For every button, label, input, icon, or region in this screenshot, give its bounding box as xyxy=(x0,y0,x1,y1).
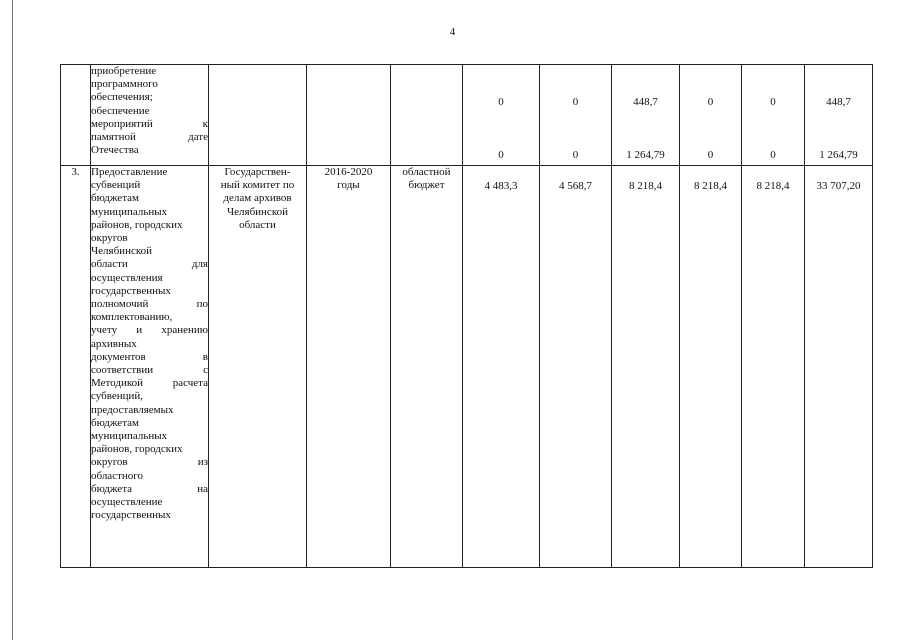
value-bottom: 1 264,79 xyxy=(819,148,858,161)
value-top: 448,7 xyxy=(826,96,851,108)
value-top: 448,7 xyxy=(633,96,658,108)
event-name-line: обеспечения; xyxy=(91,91,153,104)
value-bottom: 0 xyxy=(770,148,776,161)
event-name-line: бюджетам xyxy=(91,416,139,429)
row-number xyxy=(61,65,91,166)
period-cell xyxy=(307,65,391,166)
event-name-line: приобретение xyxy=(91,65,157,77)
event-name-line: субвенций xyxy=(91,179,141,192)
event-name-line: муниципальных xyxy=(91,205,168,218)
value-cell xyxy=(540,166,612,568)
event-name-line: комплектованию, xyxy=(91,311,173,324)
event-name-line: предоставляемых xyxy=(91,403,174,416)
page-number: 4 xyxy=(449,26,456,38)
event-name-line: бюджетам xyxy=(91,192,139,205)
value-cell xyxy=(612,65,680,166)
event-name-line: государственных xyxy=(91,509,171,522)
event-name-line: районов, городских xyxy=(91,218,183,231)
period-cell xyxy=(307,166,391,568)
value: 33 707,20 xyxy=(816,180,861,192)
event-name xyxy=(91,166,209,568)
executor-cell xyxy=(209,65,307,166)
row-number: 3. xyxy=(61,166,91,568)
period-line: годы xyxy=(337,179,360,192)
period-line: 2016-2020 xyxy=(324,166,373,178)
event-name-line: памятной дате xyxy=(91,131,208,144)
value-cell xyxy=(612,166,680,568)
table-row xyxy=(61,166,873,568)
event-name xyxy=(91,65,209,166)
event-name-line: области для xyxy=(91,258,208,271)
value-bottom: 0 xyxy=(572,148,579,161)
left-margin-line xyxy=(12,0,13,640)
event-name-line: муниципальных xyxy=(91,430,168,443)
event-name-line: программного xyxy=(91,78,158,91)
value-cell xyxy=(463,65,540,166)
event-name-line: областного xyxy=(91,469,144,482)
value-top: 0 xyxy=(770,96,776,108)
event-name-line: округов из xyxy=(91,456,208,469)
table-row xyxy=(61,65,873,166)
value-bottom: 0 xyxy=(707,148,714,161)
executor-line: Государствен- xyxy=(224,166,291,178)
value-top: 0 xyxy=(498,96,504,108)
executor-line: ный комитет по xyxy=(220,179,295,192)
executor-line: области xyxy=(239,218,276,231)
event-name-line: архивных xyxy=(91,337,137,350)
event-name-line: соответствии с xyxy=(91,364,208,377)
event-name-line: бюджета на xyxy=(91,482,208,495)
source-line: областной xyxy=(402,166,451,178)
value: 8 218,4 xyxy=(756,180,790,192)
value: 8 218,4 xyxy=(694,180,727,192)
source-cell xyxy=(391,166,463,568)
event-name-line: осуществления xyxy=(91,271,163,284)
event-name-line: округов xyxy=(91,232,128,245)
value-cell xyxy=(742,166,805,568)
event-name-line: Предоставление xyxy=(91,166,168,178)
event-name-line: обеспечение xyxy=(91,104,150,117)
value-top: 0 xyxy=(572,96,579,108)
event-name-line: Отечества xyxy=(91,144,139,157)
event-name-line: мероприятий к xyxy=(91,117,208,130)
value-cell xyxy=(742,65,805,166)
value-cell xyxy=(805,166,873,568)
event-name-line: документов в xyxy=(91,350,208,363)
event-name-line: районов, городских xyxy=(91,443,183,456)
value-bottom: 0 xyxy=(498,148,504,161)
event-name-line: полномочий по xyxy=(91,298,208,311)
event-name-line: Челябинской xyxy=(91,245,153,258)
value-cell xyxy=(680,166,742,568)
value: 4 568,7 xyxy=(559,180,592,192)
value-bottom: 1 264,79 xyxy=(626,148,665,161)
value-cell xyxy=(463,166,540,568)
event-name-line: учету и хранению xyxy=(91,324,208,337)
event-name-line: субвенций, xyxy=(91,390,143,403)
value-cell xyxy=(540,65,612,166)
budget-table xyxy=(60,64,873,568)
event-name-line: Методикой расчета xyxy=(91,377,208,390)
source-line: бюджет xyxy=(408,179,445,192)
executor-cell xyxy=(209,166,307,568)
value-cell xyxy=(805,65,873,166)
value-top: 0 xyxy=(707,96,714,108)
event-name-line: государственных xyxy=(91,284,171,297)
value: 8 218,4 xyxy=(629,180,662,192)
value-cell xyxy=(680,65,742,166)
source-cell xyxy=(391,65,463,166)
value: 4 483,3 xyxy=(484,180,518,192)
executor-line: делам архивов xyxy=(223,192,292,205)
executor-line: Челябинской xyxy=(226,205,288,218)
event-name-line: осуществление xyxy=(91,496,163,509)
